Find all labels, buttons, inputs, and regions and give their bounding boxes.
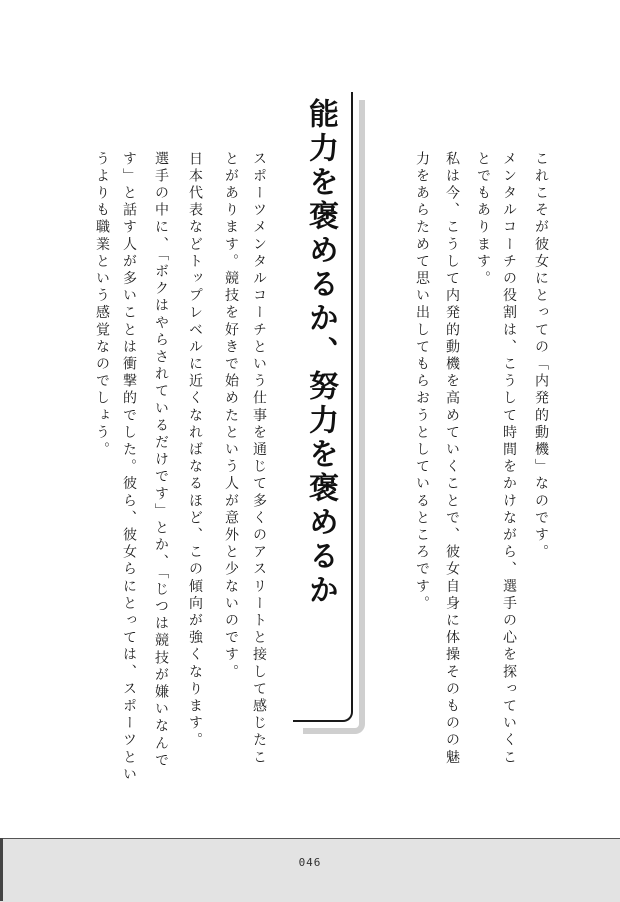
text-line: 私は今、こうして内発的動機を高めていくことで、彼女自身に体操そのものの魅 (444, 151, 460, 767)
text-line: 選手の中に、「ボクはやらされているだけです」とか、「じつは競技が嫌いなんで (153, 151, 169, 770)
text-line: スポーツメンタルコーチという仕事を通じて多くのアスリートと接して感じたこ (251, 151, 267, 767)
section-heading-frame (293, 92, 365, 732)
page-footer (0, 838, 620, 902)
text-line: とでもあります。 (475, 151, 491, 288)
text-line: 力をあらためて思い出してもらおうとしているところです。 (414, 151, 430, 613)
footer-edge-mark (0, 838, 3, 901)
text-line: す」と話す人が多いことは衝撃的でした。彼ら、彼女らにとっては、スポーツとい (121, 151, 137, 784)
text-line: うよりも職業という感覚なのでしょう。 (94, 151, 110, 459)
text-line: メンタルコーチの役割は、こうして時間をかけながら、選手の心を探っていくこ (501, 151, 517, 767)
page-number: 046 (298, 856, 322, 869)
text-line: とがあります。競技を好きで始めたという人が意外と少ないのです。 (223, 151, 239, 682)
text-line: これこそが彼女にとっての「内発的動機」なのです。 (533, 151, 549, 562)
section-heading: 能力を褒めるか、努力を褒めるか (303, 98, 338, 608)
text-line: 日本代表などトップレベルに近くなればなるほど、この傾向が強くなります。 (187, 151, 203, 750)
